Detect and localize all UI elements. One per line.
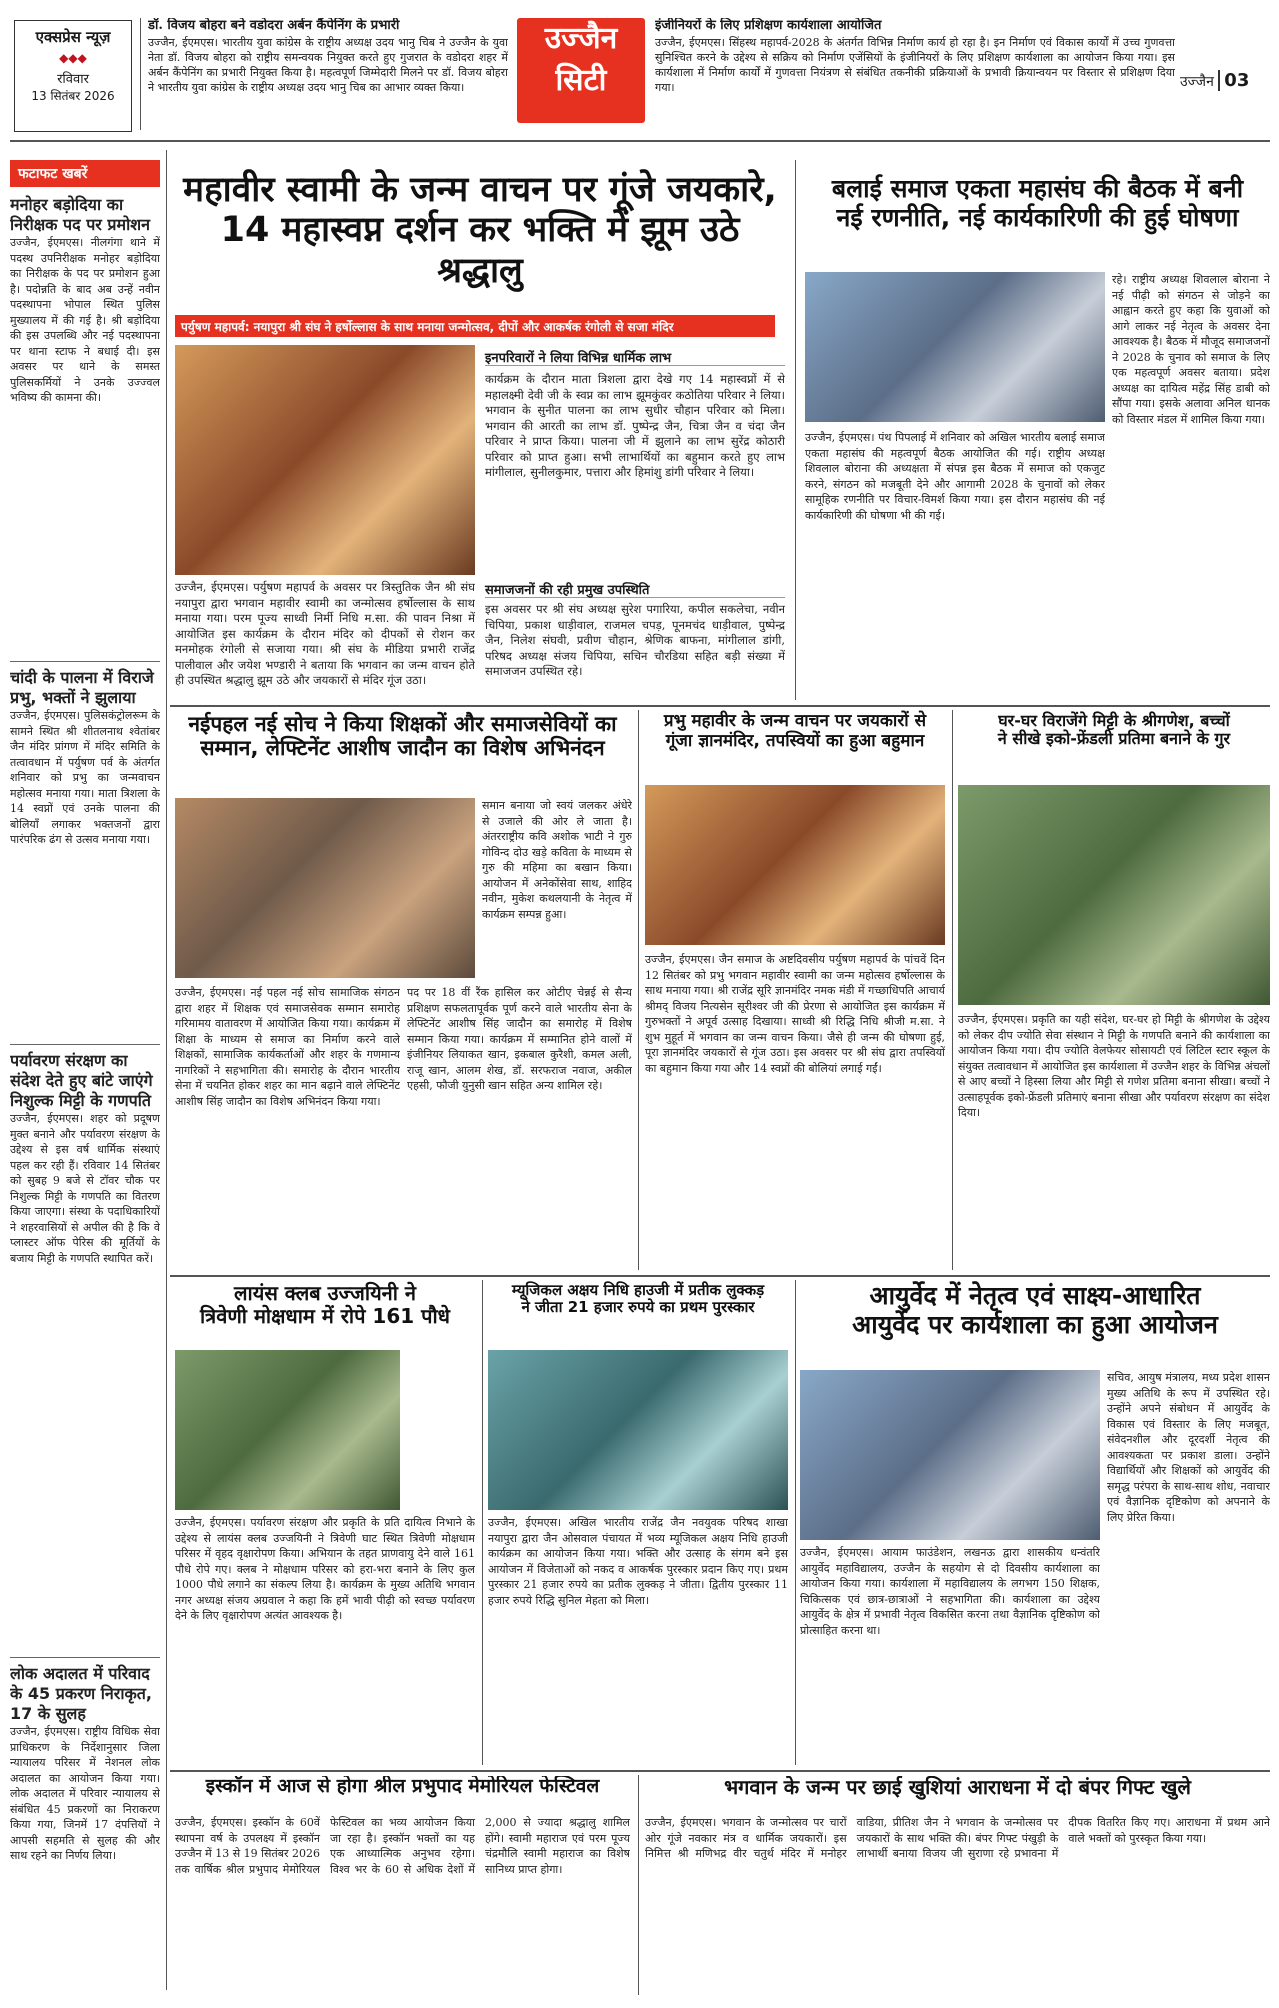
divider: [140, 18, 141, 130]
headline-line: बलाई समाज एकता महासंघ की बैठक में बनी: [831, 174, 1244, 203]
story-headline: [958, 712, 1270, 782]
column-divider: [638, 1775, 639, 1995]
brief-text: उज्जैन, ईएमएस। भारतीय युवा कांग्रेस के राष्ट्रीय अध्यक्ष उदय भानु चिब ने उज्जैन के युवा नेता डॉ. विजय बोहरा को राष्ट्रीय समन्वयक नियुक्त करते हुए गुजरात के वडोदरा शहर में अर्बन कैंपेनिंग का प्रभारी नियुक्त किया है। महत्वपूर्ण जिम्मेदारी मिलने पर डॉ. विजय बोहरा ने भारतीय युवा कांग्रेस के राष्ट्रीय अध्यक्ष उदय भानु चिब का आभार व्यक्त किया।: [148, 36, 508, 94]
headline-line: ने सीखे इको-फ्रेंडली प्रतिमा बनाने के गुर: [997, 729, 1231, 749]
story-photo: [805, 272, 1105, 422]
story-text: उज्जैन, ईएमएस। आयाम फाउंडेशन, लखनऊ द्वारा शासकीय धन्वंतरि आयुर्वेद महाविद्यालय, उज्जैन के सहयोग से दो दिवसीय कार्यशाला का आयोजन किया गया। कार्यशाला में महाविद्यालय के लगभग 150 शिक्षक, चिकित्सक एवं छात्र-छात्राओं ने सहभागिता की। कार्यशाला का उद्देश्य आयुर्वेद के क्षेत्र में प्रभावी नेतृत्व विकसित करना तथा वैज्ञानिक दृष्टिकोण को प्रोत्साहित करना था।: [800, 1546, 1100, 1637]
story-headline: [800, 1282, 1270, 1362]
top-brief-2: [655, 18, 1175, 130]
masthead-box: [14, 20, 132, 132]
story-text: उज्जैन, ईएमएस। अखिल भारतीय राजेंद्र जैन नवयुवक परिषद शाखा नयापुरा द्वारा जैन ओसवाल पंचायत में भव्य म्यूजिकल अक्षय निधि हाउजी कार्यक्रम का आयोजन किया गया। भक्ति और उत्साह के संगम बने इस आयोजन में विजेताओं को नकद व आकर्षक पुरस्कार प्रदान किए गए। प्रथम पुरस्कार 21 हजार रुपये का प्रतीक लुक्कड़ ने जीता। द्वितीय पुरस्कार 11 हजार रुपये रिद्धि सुनिल मेहता को मिला।: [488, 1516, 788, 1607]
story-subhead: इनपरिवारों ने लिया विभिन्न धार्मिक लाभ: [485, 348, 785, 366]
story-photo: [488, 1350, 788, 1510]
page-label: उज्जैन: [1180, 74, 1214, 90]
story-text-wrap: [405, 1350, 475, 1510]
brand-ornament-icon: ◆◆◆: [59, 51, 87, 65]
column-divider: [482, 1280, 483, 1765]
row-rule: [170, 1275, 1270, 1277]
column-divider: [795, 160, 796, 700]
headline-line: गूंजा ज्ञानमंदिर, तपस्वियों का हुआ बहुमान: [665, 730, 925, 751]
story-headline: [805, 175, 1270, 265]
headline-line: महावीर स्वामी के जन्म वाचन पर गूंजे जयकारे,: [183, 170, 777, 210]
column-divider: [638, 710, 639, 1270]
story-text: उज्जैन, ईएमएस। इस्कॉन के 60वें स्थापना वर्ष के उपलक्ष्य में इस्कॉन उज्जैन में 13 से 19 सितंबर 2026 तक वार्षिक श्रील प्रभुपाद मेमोरियल फेस्टिवल का भव्य आयोजन किया जा रहा है। इस्कॉन भक्तों का यह एक आध्यात्मिक अनुभव रहेगा। विश्व भर के 60 से अधिक देशों में 2,000 से ज्यादा श्रद्धालु शामिल होंगे। स्वामी महाराज एवं परम पूज्य चंद्रमौलि स्वामी महाराज का विशेष सानिध्य प्राप्त होगा।: [175, 1816, 630, 1876]
sidebar-item-text: उज्जैन, ईएमएस। शहर को प्रदूषण मुक्त बनाने और पर्यावरण संरक्षण के उद्देश्य से इस वर्ष धार्मिक संस्थाएं पहल कर रही हैं। रविवार 14 सितंबर को सुबह 9 बजे से टॉवर चौक पर निशुल्क मिट्टी के गणपति का वितरण किया जाएगा। संस्था के पदाधिकारियों ने शहरवासियों से अपील की है कि वे प्लास्टर ऑफ पेरिस की मूर्तियों के बजाय मिट्टी के गणपति स्थापित करें।: [10, 1112, 160, 1265]
story-photo: [645, 785, 945, 945]
headline-line: नई रणनीति, नई कार्यकारिणी की हुई घोषणा: [836, 202, 1239, 232]
story-text: उज्जैन, ईएमएस। नई पहल नई सोच सामाजिक संगठन द्वारा शहर में शिक्षक एवं समाजसेवक सम्मान समारोह गरिमामय वातावरण में आयोजित किया गया। कार्यक्रम में शिक्षा के माध्यम से समाज का निर्माण करने वाले शिक्षकों, सामाजिक कार्यकर्ताओं और शहर के गणमान्य नागरिकों ने सहभागिता की। समारोह के दौरान भारतीय सेना में चयनित होकर शहर का मान बढ़ाने वाले लेफ्टिनेंट आशीष सिंह जादौन का विशेष अभिनंदन किया गया।: [175, 986, 400, 1108]
story-photo: [175, 798, 475, 978]
story-headline: [175, 1282, 475, 1344]
story-text: कार्यक्रम के दौरान माता त्रिशला द्वारा देखे गए 14 महास्वप्नों में से महालक्ष्मी देवी जी के स्वप्न का लाभ झूमकुंवर कठोतिया परिवार ने लिया। भगवान के सुनीत पालना का लाभ सुधीर चौहान परिवार को मिला। भगवान की आरती का लाभ डॉ. पुष्पेन्द्र जैन, चित्रा जैन व चंदा जैन परिवार ने प्राप्त किया। पालना जी में झुलाने का लाभ सुरेंद्र कोठारी परिवार को प्राप्त हुआ। सभी लाभार्थियों का बहुमान करते हुए लाभ मांगीलाल, सुनीलकुमार, पत्तारा और हिमांशु डांगी परिवार ने लिया।: [485, 372, 785, 479]
sidebar-item-text: उज्जैन, ईएमएस। पुलिसकंट्रोलरूम के सामने स्थित श्री शीतलनाथ श्वेतांबर जैन मंदिर प्रांगण में मंदिर समिति के तत्वावधान में पर्युषण पर्व के अंतर्गत शनिवार को प्रभु का जन्मवाचन महोत्सव मनाया गया। माता त्रिशला के 14 स्वप्नों एवं उनके पालना की बोलियाँ लगाकर भक्तजनों द्वारा पारंपरिक ढंग से उत्सव मनाया गया।: [10, 709, 160, 846]
sidebar-item: [10, 1044, 160, 1651]
headline-line: लायंस क्लब उज्जयिनी ने: [233, 1281, 417, 1305]
brief-text: उज्जैन, ईएमएस। सिंहस्थ महापर्व-2028 के अंतर्गत विभिन्न निर्माण कार्य हो रहा है। इन निर्माण एवं विकास कार्यों में उच्च गुणवत्ता सुनिश्चित करने के उद्देश्य से सक्रिय को निर्माण एजेंसियों के इंजीनियरों के लिए प्रशिक्षण कार्यशाला का आयोजन किया गया। इस कार्यशाला में निर्माण कार्यों में गुणवत्ता नियंत्रण से संबंधित तकनीकी प्रक्रियाओं के प्रभावी क्रियान्वयन पर विस्तार से प्रशिक्षण दिया गया।: [655, 36, 1175, 94]
row-rule: [170, 705, 1270, 707]
row-rule: [170, 1770, 1270, 1772]
sidebar-item: [10, 661, 160, 1038]
sidebar-item-head: चांदी के पालना में विराजे प्रभु, भक्तों ने झुलाया: [10, 668, 154, 707]
story-text: उज्जैन, ईएमएस। पंथ पिपलाई में शनिवार को अखिल भारतीय बलाई समाज एकता महासंघ की महत्वपूर्ण बैठक आयोजित की गई। राष्ट्रीय अध्यक्ष शिवलाल बोराना की अध्यक्षता में संपन्न इस बैठक में समाज को एकजुट करने, संगठन को मजबूती देने और आगामी 2028 के चुनावों को लेकर सामूहिक रणनीति पर विचार-विमर्श किया गया। इस दौरान महासंघ की नई कार्यकारिणी की घोषणा भी की गई।: [805, 431, 1105, 522]
story-text: उज्जैन, ईएमएस। प्रकृति का यही संदेश, घर-घर हो मिट्टी के श्रीगणेश के उद्देश्य को लेकर दीप ज्योति सेवा संस्थान ने मिट्टी के गणपति बनाने की कार्यशाला का आयोजन किया गया। दीप ज्योति वेलफेयर सोसायटी एवं लिटिल स्टार स्कूल के संयुक्त तत्वावधान में आयोजित इस कार्यशाला में उज्जैन शहर के विभिन्न अंचलों से आए बच्चों ने हिस्सा लिया और मिट्टी से गणेश प्रतिमा बनाना सीखा। बच्चों ने उत्साहपूर्वक इको-फ्रेंडली प्रतिमाएं बनाना सीखा और पर्यावरण संरक्षण का संदेश दिया।: [958, 1013, 1270, 1119]
story-photo: [800, 1370, 1100, 1540]
brief-title: डॉ. विजय बोहरा बने वडोदरा अर्बन कैंपेनिंग के प्रभारी: [148, 18, 400, 33]
story-photo: [175, 1350, 400, 1510]
sidebar-item: [10, 195, 160, 655]
sidebar-item-head: पर्यावरण संरक्षण का संदेश देते हुए बांटे जाएंगे निशुल्क मिट्टी के गणपति: [10, 1051, 153, 1110]
story-headline: [645, 712, 945, 782]
headline-line: आयुर्वेद में नेतृत्व एवं साक्ष्य-आधारित: [869, 1281, 1201, 1310]
story-text: इस अवसर पर श्री संघ अध्यक्ष सुरेश पगारिया, कपील सकलेचा, नवीन चिपिया, प्रकाश धाड़ीवाल, राजमल चपड़, पूनमचंद धाड़ीवाल, पुष्पेन्द्र जैन, निलेश संघवी, प्रवीण चौहान, श्रेणिक बाफना, मांगीलाल डांगी, परिषद अध्यक्ष संजय चिपिया, सचिन चौरडिया सहित बड़ी संख्या में समाजजन उपस्थित रहे।: [485, 602, 785, 678]
column-divider: [166, 150, 167, 1990]
sidebar-item-head: लोक अदालत में परिवाद के 45 प्रकरण निराकृत, 17 के सुलह: [10, 1664, 152, 1723]
story-text: उज्जैन, ईएमएस। पर्यावरण संरक्षण और प्रकृति के प्रति दायित्व निभाने के उद्देश्य से लायंस क्लब उज्जयिनी ने त्रिवेणी घाट स्थित त्रिवेणी मोक्षधाम परिसर में वृहद वृक्षारोपण किया। अभियान के तहत प्राणवायु देने वाले 161 पौधे रोपे गए। क्लब ने मोक्षधाम परिसर को हरा-भरा बनाने के लिए कुल 1000 पौधे लगाने का संकल्प लिया है। कार्यक्रम के मुख्य अतिथि भगवान नगर अध्यक्ष संजय अग्रवाल ने कहा कि हमें भावी पीढ़ी को स्वच्छ पर्यावरण देने के लिए वृक्षारोपण अत्यंत आवश्यक है।: [175, 1516, 475, 1622]
story-text: उज्जैन, ईएमएस। जैन समाज के अष्टदिवसीय पर्युषण महापर्व के पांचवें दिन 12 सितंबर को प्रभु भगवान महावीर स्वामी का जन्म महोत्सव हर्षोल्लास के साथ मनाया गया। श्री राजेंद्र सूरि ज्ञानमंदिर नमक मंडी में गच्छाधिपति आचार्य श्रीमद् विजय नित्यसेन सूरीश्वर जी की प्रेरणा से आयोजित इस कार्यक्रम में गुरुभक्तों ने अपूर्व उत्साह दिखाया। साध्वी श्री रिद्धि निधि श्रीजी म.सा. ने शुभ मुहूर्त में भगवान का जन्म वाचन किया। जैसे ही जन्म की घोषणा हुई, पूरा ज्ञानमंदिर जयकारों से गूंज उठा। इस अवसर पर श्री संघ द्वारा तपस्वियों का बहुमान किया गया और 14 स्वप्नों की बोलियां लगाई गईं।: [645, 953, 945, 1075]
story-headline: भगवान के जन्म पर छाई खुशियां आराधना में दो बंपर गिफ्ट खुले: [724, 1776, 1191, 1799]
masthead-rule: [10, 140, 1270, 142]
sidebar: [10, 160, 160, 1960]
column-divider: [795, 1280, 796, 1765]
section-badge: [517, 18, 645, 123]
brief-title: इंजीनियरों के लिए प्रशिक्षण कार्यशाला आयोजित: [655, 18, 882, 33]
page-number: 03: [1218, 70, 1249, 91]
top-brief-1: [148, 18, 508, 130]
sidebar-tag: फटाफट खबरें: [10, 160, 160, 187]
story-subhead: समाजजनों की रही प्रमुख उपस्थिति: [485, 580, 785, 598]
brand-name: एक्सप्रेस न्यूज़: [35, 28, 111, 46]
section-title-line1: उज्जैन: [544, 21, 618, 56]
story-ribbon: पर्युषण महापर्व: नयापुरा श्री संघ ने हर्षोल्लास के साथ मनाया जन्मोत्सव, दीपों और आकर्षक रंगोली से सजा मंदिर: [175, 315, 775, 337]
sidebar-item-text: उज्जैन, ईएमएस। राष्ट्रीय विधिक सेवा प्राधिकरण के निर्देशानुसार जिला न्यायालय परिसर में नेशनल लोक अदालत का आयोजन किया गया। लोक अदालत में परिवार न्यायालय से संबंधित 45 प्रकरणों का निराकरण किया गया, जिनमें 17 दंपत्तियों ने आपसी सहमति से सुलह की और साथ रहने का निर्णय लिया।: [10, 1725, 160, 1862]
story-text: पद पर 18 वीं रैंक हासिल कर ओटीए चेन्नई से सैन्य प्रशिक्षण सफलतापूर्वक पूर्ण करने वाले भारतीय सेना के लेफ्टिनेंट आशीष सिंह जादौन का समारोह में विशेष सम्मान किया गया। कार्यक्रम में सम्मानित होने वालों में इंजीनियर लियाकत खान, इकबाल कुरैशी, कमल अली, राजू खान, आलम शेख, डॉ. सरफराज नवाज, अकील एहसी, फौजी युनुसी खान सहित अन्य शामिल रहे।: [407, 986, 632, 1092]
story-text: रहे। राष्ट्रीय अध्यक्ष शिवलाल बोराना ने नई पीढ़ी को संगठन से जोड़ने का आह्वान करते हुए कहा कि युवाओं को आगे लाकर नई नेतृत्व के अवसर देना आवश्यक है। बैठक में मौजूद समाजजनों ने 2028 के चुनाव को समाज के लिए एक महत्वपूर्ण अवसर बताया। प्रदेश अध्यक्ष का दायित्व महेंद्र सिंह डाबी को सौंपा गया। इसके अलावा अनिल धानक को विस्तार मंडल में शामिल किया गया।: [1112, 273, 1270, 426]
headline-line: नईपहल नई सोच ने किया शिक्षकों और समाजसेवियों का: [188, 712, 617, 736]
story-photo: [958, 785, 1270, 1005]
sidebar-item: [10, 1657, 160, 1960]
page-marker: [1180, 70, 1272, 100]
headline-line: म्यूजिकल अक्षय निधि हाउजी में प्रतीक लुक्कड़: [511, 1281, 765, 1299]
story-photo: [175, 345, 475, 575]
story-text: समान बनाया जो स्वयं जलकर अंधेरे से उजाले की ओर ले जाता है। अंतरराष्ट्रीय कवि अशोक भाटी ने गुरु गोविन्द दोउ खड़े कविता के माध्यम से गुरु की महिमा का बखान किया। आयोजन में अनेकोंसेवा साथ, शाहिद नवीन, मुकेश कथलयानी के नेतृत्व में कार्यक्रम सम्पन्न हुआ।: [482, 799, 632, 921]
headline-line: त्रिवेणी मोक्षधाम में रोपे 161 पौधे: [200, 1304, 450, 1328]
story-headline: इस्कॉन में आज से होगा श्रील प्रभुपाद मेमोरियल फेस्टिवल: [205, 1776, 600, 1797]
story-headline: [175, 170, 785, 290]
headline-line: आयुर्वेद पर कार्यशाला का हुआ आयोजन: [852, 1309, 1218, 1339]
story-text: सचिव, आयुष मंत्रालय, मध्य प्रदेश शासन मुख्य अतिथि के रूप में उपस्थित रहे। उन्होंने अपने संबोधन में आयुर्वेद के विकास एवं विस्तार के लिए मजबूत, संवेदनशील और दूरदर्शी नेतृत्व की आवश्यकता पर प्रकाश डाला। उन्होंने विद्यार्थियों और शिक्षकों को आयुर्वेद की समृद्ध परंपरा के साथ-साथ शोध, नवाचार एवं वैज्ञानिक दृष्टिकोण को अपनाने के लिए प्रेरित किया।: [1107, 1371, 1270, 1524]
section-title-line2: सिटी: [555, 63, 607, 98]
story-text: उज्जैन, ईएमएस। पर्युषण महापर्व के अवसर पर त्रिस्तुतिक जैन श्री संघ नयापुरा द्वारा भगवान महावीर स्वामी का जन्मोत्सव हर्षोल्लास के साथ मनाया गया। परम पूज्य साध्वी निर्मी निधि म.सा. की पावन निश्रा में आयोजित इस कार्यक्रम के दौरान मंदिर को दीपकों से रोशन कर मनमोहक रंगोली से सजाया गया। श्री संघ के मीडिया प्रभारी राजेंद्र पालीवाल और जयेश भण्डारी ने बताया कि भगवान का जन्म वाचन होते ही उपस्थित श्रद्धालु झूम उठे और जयकारों से मंदिर गूंज उठा।: [175, 580, 475, 687]
headline-line: ने जीता 21 हजार रुपये का प्रथम पुरस्कार: [521, 1298, 755, 1317]
headline-line: प्रभु महावीर के जन्म वाचन पर जयकारों से: [663, 711, 927, 731]
story-headline: [488, 1282, 788, 1344]
column-divider: [952, 710, 953, 1270]
story-text: उज्जैन, ईएमएस। भगवान के जन्मोत्सव पर चारों ओर गूंजे नवकार मंत्र व धार्मिक जयकारों। इस निमित्त श्री मणिभद्र वीर चतुर्थ मंदिर में मनोहर वाडिया, प्रीतिश जैन ने भगवान के जन्मोत्सव पर जयकारों के साथ भक्ति की। बंपर गिफ्ट पंखुड़ी के लाभार्थी बनाया विजय जी सुराणा रहे प्रभावना में दीपक वितरित किए गए। आराधना में प्रथम आने वाले भक्तों को पुरस्कृत किया गया।: [645, 1816, 1270, 1860]
story-headline: [175, 712, 630, 792]
issue-date: 13 सितंबर 2026: [31, 89, 115, 103]
issue-day: रविवार: [57, 72, 89, 87]
sidebar-item-text: उज्जैन, ईएमएस। नीलगंगा थाने में पदस्थ उपनिरीक्षक मनोहर बड़ोदिया का निरीक्षक के पद पर प्रमोशन हुआ है। पदोन्नति के बाद अब उन्हें नवीन पदस्थापना भोपाल स्थित पुलिस मुख्यालय में की गई है। श्री बड़ोदिया की इस उपलब्धि और नई पदस्थापना पर थाना स्टाफ ने बधाई दी। इस अवसर पर थाने के समस्त पुलिसकर्मियों ने उनके उज्ज्वल भविष्य की कामना की।: [10, 236, 160, 404]
headline-line: सम्मान, लेफ्टिनेंट आशीष जादौन का विशेष अभिनंदन: [200, 736, 605, 761]
sidebar-item-head: मनोहर बड़ोदिया का निरीक्षक पद पर प्रमोशन: [10, 195, 150, 234]
headline-line: 14 महास्वप्न दर्शन कर भक्ति में झूम उठे श्रद्धालु: [220, 210, 740, 291]
headline-line: घर-घर विराजेंगे मिट्टी के श्रीगणेश, बच्चों: [998, 711, 1230, 730]
